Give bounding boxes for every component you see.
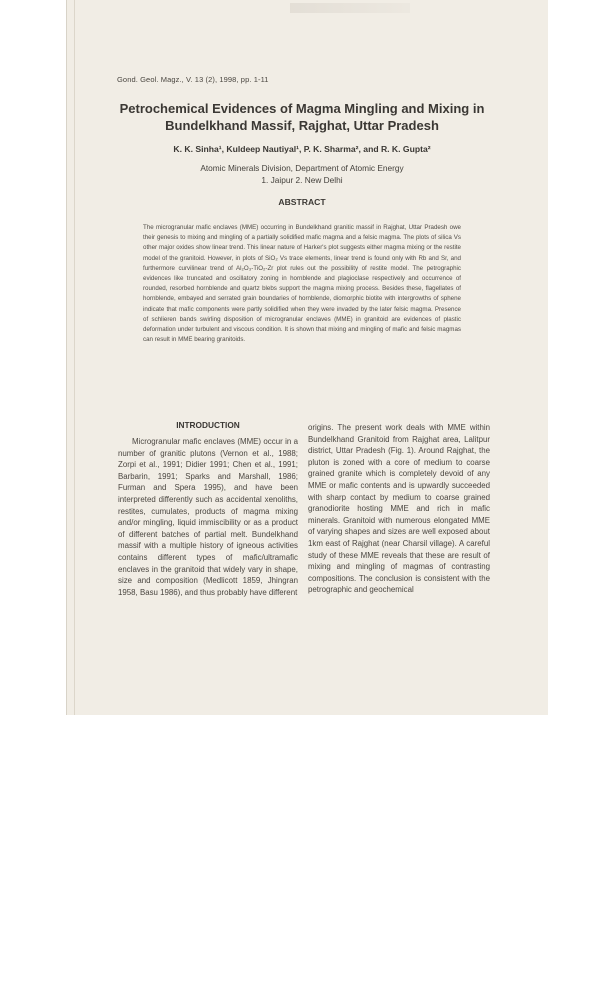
introduction-left-column: Microgranular mafic enclaves (MME) occur in a number of granitic plutons (Vernon et al., 1988; Zorpi et al., 1991; Didier 1991; Chen et al., 1991; Barbarin, 1991; Sparks and Marshall, 1986; Furman and Spera 1995), and have been interpreted differently such as accidental xenoliths, restites, cumulates, products of magma mixing and/or mingling, liquid immiscibility or as a product of different batches of partial melt. Bundelkhand massif with a multiple history of igneous activities contains different types of mafic/ultramafic enclaves in the granitoid that widely vary in shape, size and composition (Medlicott 1859, Jhingran 1958, Basu 1986), and thus probably have different	[118, 437, 298, 597]
journal-citation: Gond. Geol. Magz., V. 13 (2), 1998, pp. 1-11	[117, 75, 269, 84]
abstract-heading: ABSTRACT	[278, 197, 326, 207]
introduction-right-column: origins. The present work deals with MME within Bundelkhand Granitoid from Rajghat area, Lalitpur district, Uttar Pradesh (Fig. 1). Around Rajghat, the pluton is zoned with a core of medium to coarse grained granite which is completely devoid of any MME or mafic contents and is upwardly succeeded with sharp contact by medium to coarse grained granodiorite hosting MME and rich in mafic minerals. Granitoid with numerous elongated MME of varying shapes and sizes are well exposed about 1km east of Rajghat (near Charsil village). A careful study of these MME reveals that these are result of mixing and mingling of magmas of contrasting compositions. The conclusion is consistent with the petrographic and geochemical	[308, 423, 490, 595]
affiliation-line-1: Atomic Minerals Division, Department of Atomic Energy	[200, 163, 404, 173]
author-list: K. K. Sinha¹, Kuldeep Nautiyal¹, P. K. Sharma², and R. K. Gupta²	[173, 144, 431, 154]
title-line-2: Bundelkhand Massif, Rajghat, Uttar Pradesh	[165, 118, 439, 133]
introduction-heading: INTRODUCTION	[176, 420, 240, 430]
title-line-1: Petrochemical Evidences of Magma Mingling and Mixing in	[119, 101, 485, 116]
paper-title	[90, 100, 514, 134]
bleed-through-header	[290, 3, 410, 13]
page-fold-edge	[74, 0, 75, 715]
abstract-text: The microgranular mafic enclaves (MME) occurring in Bundelkhand granitic massif in Rajghat, Uttar Pradesh owe their genesis to mixing and mingling of a partially solidified mafic magma and a felsic magma. The plots of silica Vs other major oxides show linear trend. This linear nature of Harker's plot suggests either magma mixing or the restite model of the granitoid. However, in plots of SiO₂ Vs trace elements, linear trend is found only with Rb and Sr, and furthermore curvilinear trend of Al₂O₃-TiO₂-Zr plot rules out the possibility of restite model. The petrographic evidences like truncated and oscillatory zoning in hornblende and plagioclase respectively and occurrence of rounded, resorbed hornblende and quartz blebs support the magma mixing process. Besides these, flagellates of hornblende, embayed and serrated grain boundaries of hornblende, diomorphic biotite with intergrowths of sphene indicate that mafic components were partly solidified when they were invaded by the later felsic magma. Presence of schlieren bands swirling disposition of microgranular enclaves (MME) in granitoid are evidences of plastic deformation under turbulent and viscous condition. It is shown that mixing and mingling of mafic and felsic magmas can result in MME bearing granitoids.	[143, 224, 461, 344]
affiliation-line-2: 1. Jaipur 2. New Delhi	[261, 175, 343, 185]
